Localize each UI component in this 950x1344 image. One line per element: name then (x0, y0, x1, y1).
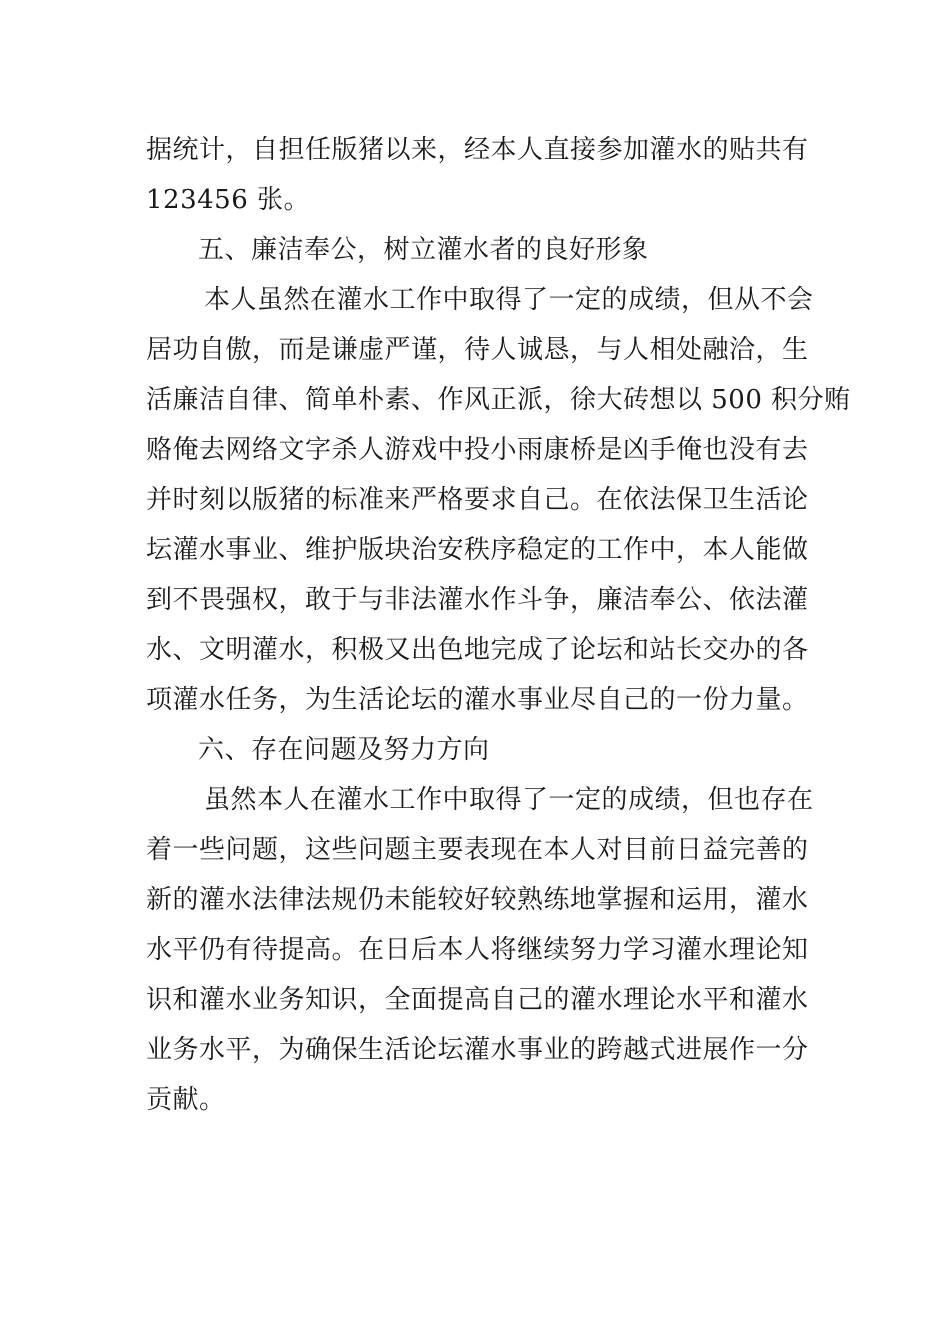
paragraph-line: 123456 张。 (146, 185, 311, 215)
paragraph-line: 坛灌水事业、维护版块治安秩序稳定的工作中，本人能做 (146, 535, 809, 565)
paragraph-line: 居功自傲，而是谦虚严谨，待人诚恳，与人相处融洽，生 (146, 335, 809, 365)
paragraph-line: 到不畏强权，敢于与非法灌水作斗争，廉洁奉公、依法灌 (146, 585, 809, 615)
paragraph-line: 本人虽然在灌水工作中取得了一定的成绩，但从不会 (204, 285, 814, 315)
paragraph-line: 赂俺去网络文字杀人游戏中投小雨康桥是凶手俺也没有去 (146, 435, 809, 465)
paragraph-line: 着一些问题，这些问题主要表现在本人对目前日益完善的 (146, 835, 809, 865)
paragraph-line: 贡献。 (146, 1085, 226, 1115)
paragraph-line: 业务水平，为确保生活论坛灌水事业的跨越式进展作一分 (146, 1035, 809, 1065)
paragraph-line: 新的灌水法律法规仍未能较好较熟练地掌握和运用，灌水 (146, 885, 809, 915)
paragraph-line: 水、文明灌水，积极又出色地完成了论坛和站长交办的各 (146, 635, 809, 665)
paragraph-line: 活廉洁自律、简单朴素、作风正派，徐大砖想以 500 积分贿 (146, 385, 851, 415)
paragraph-line: 识和灌水业务知识，全面提高自己的灌水理论水平和灌水 (146, 985, 809, 1015)
document-body (146, 125, 851, 1125)
paragraph-line: 水平仍有待提高。在日后本人将继续努力学习灌水理论知 (146, 935, 809, 965)
paragraph-line: 项灌水任务，为生活论坛的灌水事业尽自己的一份力量。 (146, 685, 809, 715)
section-heading-six: 六、存在问题及努力方向 (198, 735, 490, 765)
paragraph-line: 据统计，自担任版猪以来，经本人直接参加灌水的贴共有 (146, 135, 809, 165)
paragraph-line: 并时刻以版猪的标准来严格要求自己。在依法保卫生活论 (146, 485, 809, 515)
paragraph-line: 虽然本人在灌水工作中取得了一定的成绩，但也存在 (204, 785, 814, 815)
section-heading-five: 五、廉洁奉公，树立灌水者的良好形象 (198, 235, 649, 265)
